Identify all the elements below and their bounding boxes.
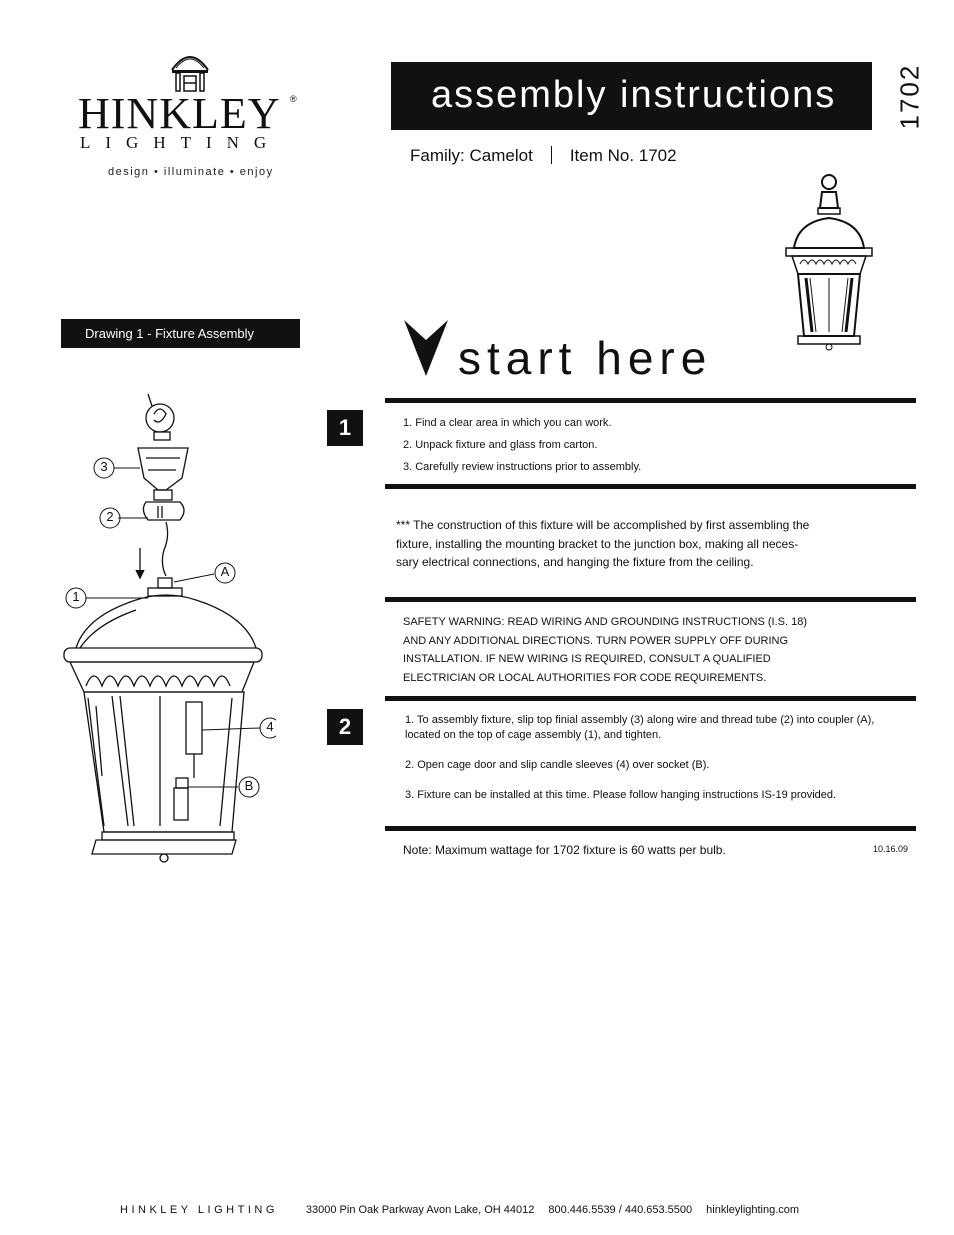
step-2-item-1-line: 1. To assembly fixture, slip top finial assembly (3) along wire and thread tube (2) into coupler (A), [405, 714, 875, 726]
step-2-item-3: 3. Fixture can be installed at this time. Please follow hanging instructions IS-19 provided. [405, 789, 837, 801]
divider [385, 597, 916, 602]
step-2-item-1 [405, 713, 874, 743]
start-arrow-icon [402, 318, 452, 378]
construction-note [396, 516, 809, 572]
step-2-item-2: 2. Open cage door and slip candle sleeves (4) over socket (B). [405, 759, 710, 771]
divider [385, 398, 916, 403]
revision-date: 10.16.09 [873, 844, 909, 854]
safety-warning-line: AND ANY ADDITIONAL DIRECTIONS. TURN POWER SUPPLY OFF DURING [403, 634, 789, 647]
family-item-line [410, 146, 677, 166]
brand-name: HINKLEY [78, 89, 281, 138]
brand-tagline: design • illuminate • enjoy [108, 166, 274, 178]
brand-subtitle: LIGHTING [80, 133, 282, 152]
item-number-vertical-text: 1702 [894, 63, 925, 130]
item-label: Item No. 1702 [569, 146, 677, 165]
construction-note-line: *** The construction of this fixture will be accomplished by first assembling the [396, 518, 810, 532]
step-1-badge: 1 [327, 410, 363, 446]
callout-3: 3 [100, 459, 108, 474]
list-item: 3. Carefully review instructions prior to assembly. [403, 461, 642, 473]
callout-a: A [220, 564, 230, 579]
callout-2: 2 [106, 509, 114, 524]
construction-note-line: sary electrical connections, and hanging the fixture from the ceiling. [396, 555, 754, 569]
safety-warning [403, 613, 807, 687]
footer-company: HINKLEY LIGHTING [120, 1204, 278, 1216]
item-number-vertical [880, 62, 940, 130]
start-here-heading: start here [458, 332, 713, 384]
footer-website[interactable]: hinkleylighting.com [706, 1204, 800, 1216]
title-banner [391, 62, 872, 130]
divider [385, 826, 916, 831]
divider [385, 484, 916, 489]
drawing-label-text: Drawing 1 - Fixture Assembly [85, 326, 255, 341]
list-item: 2. Unpack fixture and glass from carton. [403, 439, 598, 451]
page-title: assembly instructions [431, 74, 837, 116]
brand-logo [72, 42, 312, 182]
registered-mark: ® [290, 94, 297, 104]
callout-1: 1 [72, 589, 80, 604]
step-2-item-1-line: located on the top of cage assembly (1), and tighten. [405, 729, 662, 741]
safety-warning-line: ELECTRICIAN OR LOCAL AUTHORITIES FOR CODE REQUIREMENTS. [403, 671, 767, 684]
step-2-badge: 2 [327, 709, 363, 745]
wattage-note: Note: Maximum wattage for 1702 fixture is 60 watts per bulb. [403, 843, 726, 857]
callout-4: 4 [266, 719, 274, 734]
construction-note-line: fixture, installing the mounting bracket to the junction box, making all neces- [396, 536, 799, 551]
drawing-label [61, 319, 300, 348]
list-item: 1. Find a clear area in which you can work. [403, 417, 612, 429]
family-label: Family: Camelot [410, 146, 533, 165]
lantern-thumbnail-icon [780, 170, 880, 352]
safety-warning-line: INSTALLATION. IF NEW WIRING IS REQUIRED, CONSULT A QUALIFIED [403, 653, 771, 665]
step-1-list [403, 412, 641, 478]
callout-b: B [244, 778, 254, 793]
lighthouse-logo-icon [166, 46, 214, 94]
footer [120, 1204, 799, 1216]
safety-warning-line: SAFETY WARNING: READ WIRING AND GROUNDING INSTRUCTIONS (I.S. 18) [403, 616, 807, 628]
fixture-assembly-drawing [56, 386, 276, 866]
separator [551, 146, 552, 164]
footer-address: 33000 Pin Oak Parkway Avon Lake, OH 44012 [305, 1204, 535, 1216]
footer-phone: 800.446.5539 / 440.653.5500 [548, 1204, 693, 1216]
divider [385, 696, 916, 701]
